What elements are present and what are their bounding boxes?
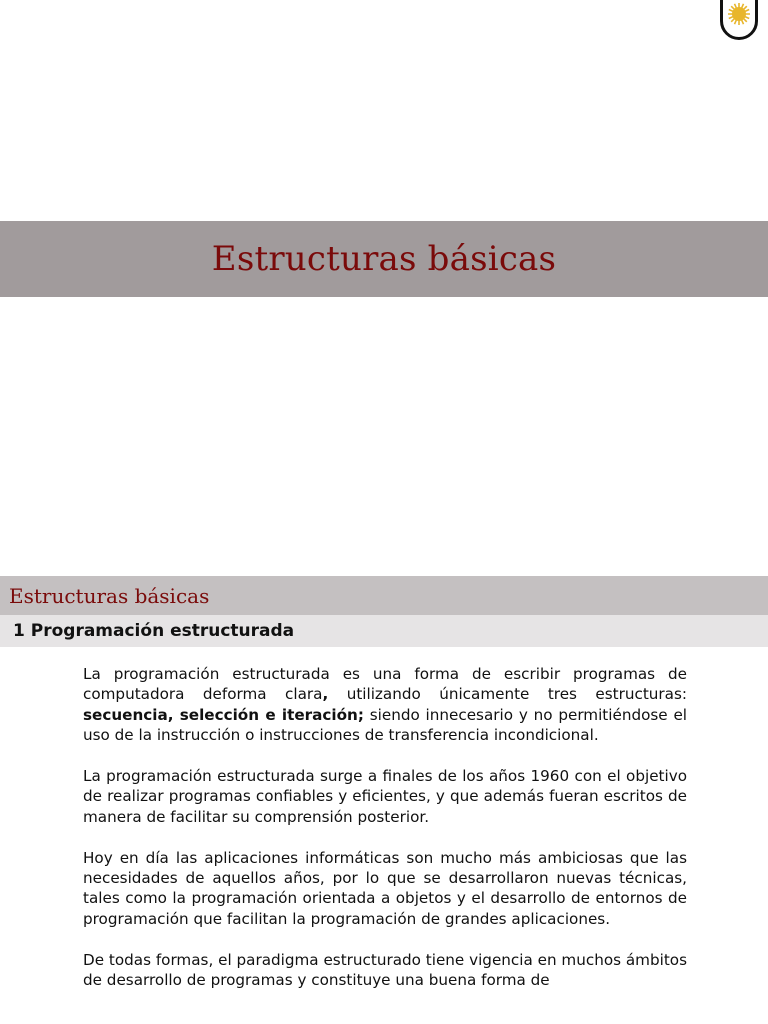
paragraph-1-comma: ,: [322, 685, 329, 704]
paragraph-4: De todas formas, el paradigma estructurado tiene vigencia en muchos ámbitos de desarrollo de programas y constituye una buena forma de: [83, 950, 687, 990]
paragraph-1: [83, 664, 687, 746]
paragraph-1-text-e: siendo innecesario y no permitiéndose el uso de la instrucción o instrucciones de transferencia incondicional.: [83, 705, 688, 745]
university-logo-icon: [720, 0, 758, 40]
section-title: 1 Programación estructurada: [13, 621, 295, 641]
paragraph-2: La programación estructurada surge a finales de los años 1960 con el objetivo de realizar programas confiables y eficientes, y que además fueran escritos de manera de facilitar su comprensión posterior.: [83, 767, 687, 826]
slide-title: Estructuras básicas: [211, 239, 557, 279]
paragraph-1-text-c: utilizando únicamente tres estructuras:: [328, 685, 687, 704]
slide-header: [0, 576, 768, 615]
paragraph-1-structures: secuencia, selección e iteración;: [83, 705, 364, 724]
content-slide: [0, 576, 768, 1024]
section-header: [0, 615, 768, 647]
title-band: [0, 221, 768, 297]
slide-header-title: Estructuras básicas: [9, 584, 210, 608]
paragraph-1-text-a: La programación estructurada es una forma de escribir programas de computadora deforma clara: [83, 665, 687, 704]
paragraph-3: Hoy en día las aplicaciones informáticas son mucho más ambiciosas que las necesidades de aquellos años, por lo que se desarrollaron nuevas técnicas, tales como la programación orientada a objetos y el desarrollo de entornos de programación que facilitan la programación de grandes aplicaciones.: [83, 848, 687, 928]
body-text: [83, 664, 687, 1011]
